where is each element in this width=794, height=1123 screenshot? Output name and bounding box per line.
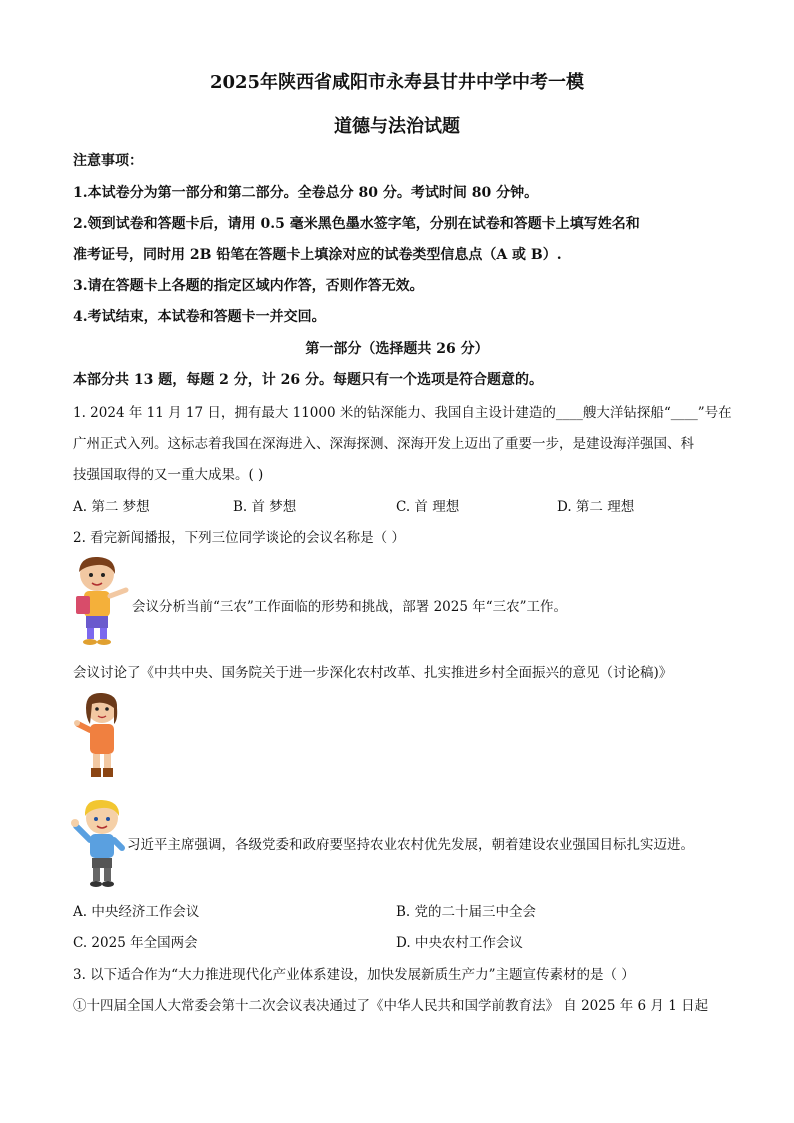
q3-stem: 3. 以下适合作为“大力推进现代化产业体系建设，加快发展新质生产力”主题宣传素材的是（ ） xyxy=(73,967,635,983)
q1-option-b[interactable]: B. 首 梦想 xyxy=(233,499,297,515)
q3-item-1: ①十四届全国人大常委会第十二次会议表决通过了《中华人民共和国学前教育法》 自 2025 年 6 月 1 日起 xyxy=(73,998,709,1014)
notice-item-2: 2.领到试卷和答题卡后，请用 0.5 毫米黑色墨水签字笔，分别在试卷和答题卡上填写姓名和 xyxy=(73,216,640,232)
q1-line-3: 技强国取得的又一重大成果。( ) xyxy=(73,467,264,483)
q2-speech-2: 会议讨论了《中共中央、国务院关于进一步深化农村改革、扎实推进乡村全面振兴的意见（讨论稿)》 xyxy=(73,665,673,681)
part1-instruction: 本部分共 13 题，每题 2 分，计 26 分。每题只有一个选项是符合题意的。 xyxy=(73,372,543,388)
q1-option-a[interactable]: A. 第二 梦想 xyxy=(73,499,150,515)
q2-speech-1: 会议分析当前“三农”工作面临的形势和挑战，部署 2025 年“三农”工作。 xyxy=(132,599,568,615)
q1-option-c[interactable]: C. 首 理想 xyxy=(396,499,460,515)
q2-speech-3: 习近平主席强调，各级党委和政府要坚持农业农村优先发展，朝着建设农业强国目标扎实迈进。 xyxy=(127,837,694,853)
q1-option-d[interactable]: D. 第二 理想 xyxy=(557,499,635,515)
exam-title-line2: 道德与法治试题 xyxy=(334,116,460,137)
notice-item-3: 3.请在答题卡上各题的指定区域内作答，否则作答无效。 xyxy=(73,278,424,294)
notice-item-4: 4.考试结束，本试卷和答题卡一并交回。 xyxy=(73,309,326,325)
girl-pointing-icon xyxy=(74,690,124,782)
q2-stem: 2. 看完新闻播报，下列三位同学谈论的会议名称是（ ） xyxy=(73,530,405,546)
boy-with-book-icon xyxy=(70,554,132,646)
q2-option-a[interactable]: A. 中央经济工作会议 xyxy=(73,904,200,920)
q1-line-1: 1. 2024 年 11 月 17 日，拥有最大 11000 米的钻深能力、我国自主设计建造的____艘大洋钻探船“____”号在 xyxy=(73,405,732,421)
q2-option-c[interactable]: C. 2025 年全国两会 xyxy=(73,935,198,951)
notice-heading: 注意事项： xyxy=(73,153,143,169)
q1-line-2: 广州正式入列。这标志着我国在深海进入、深海探测、深海开发上迈出了重要一步，是建设海洋强国、科 xyxy=(73,436,694,452)
part1-heading: 第一部分（选择题共 26 分） xyxy=(305,341,489,357)
q2-option-d[interactable]: D. 中央农村工作会议 xyxy=(396,935,523,951)
q2-option-b[interactable]: B. 党的二十届三中全会 xyxy=(396,904,537,920)
notice-item-2-cont: 准考证号，同时用 2B 铅笔在答题卡上填涂对应的试卷类型信息点（A 或 B）. xyxy=(73,247,562,263)
notice-item-1: 1.本试卷分为第一部分和第二部分。全卷总分 80 分。考试时间 80 分钟。 xyxy=(73,185,539,201)
blond-boy-waving-icon xyxy=(70,796,128,888)
exam-title-line1: 2025年陕西省咸阳市永寿县甘井中学中考一模 xyxy=(209,72,585,93)
